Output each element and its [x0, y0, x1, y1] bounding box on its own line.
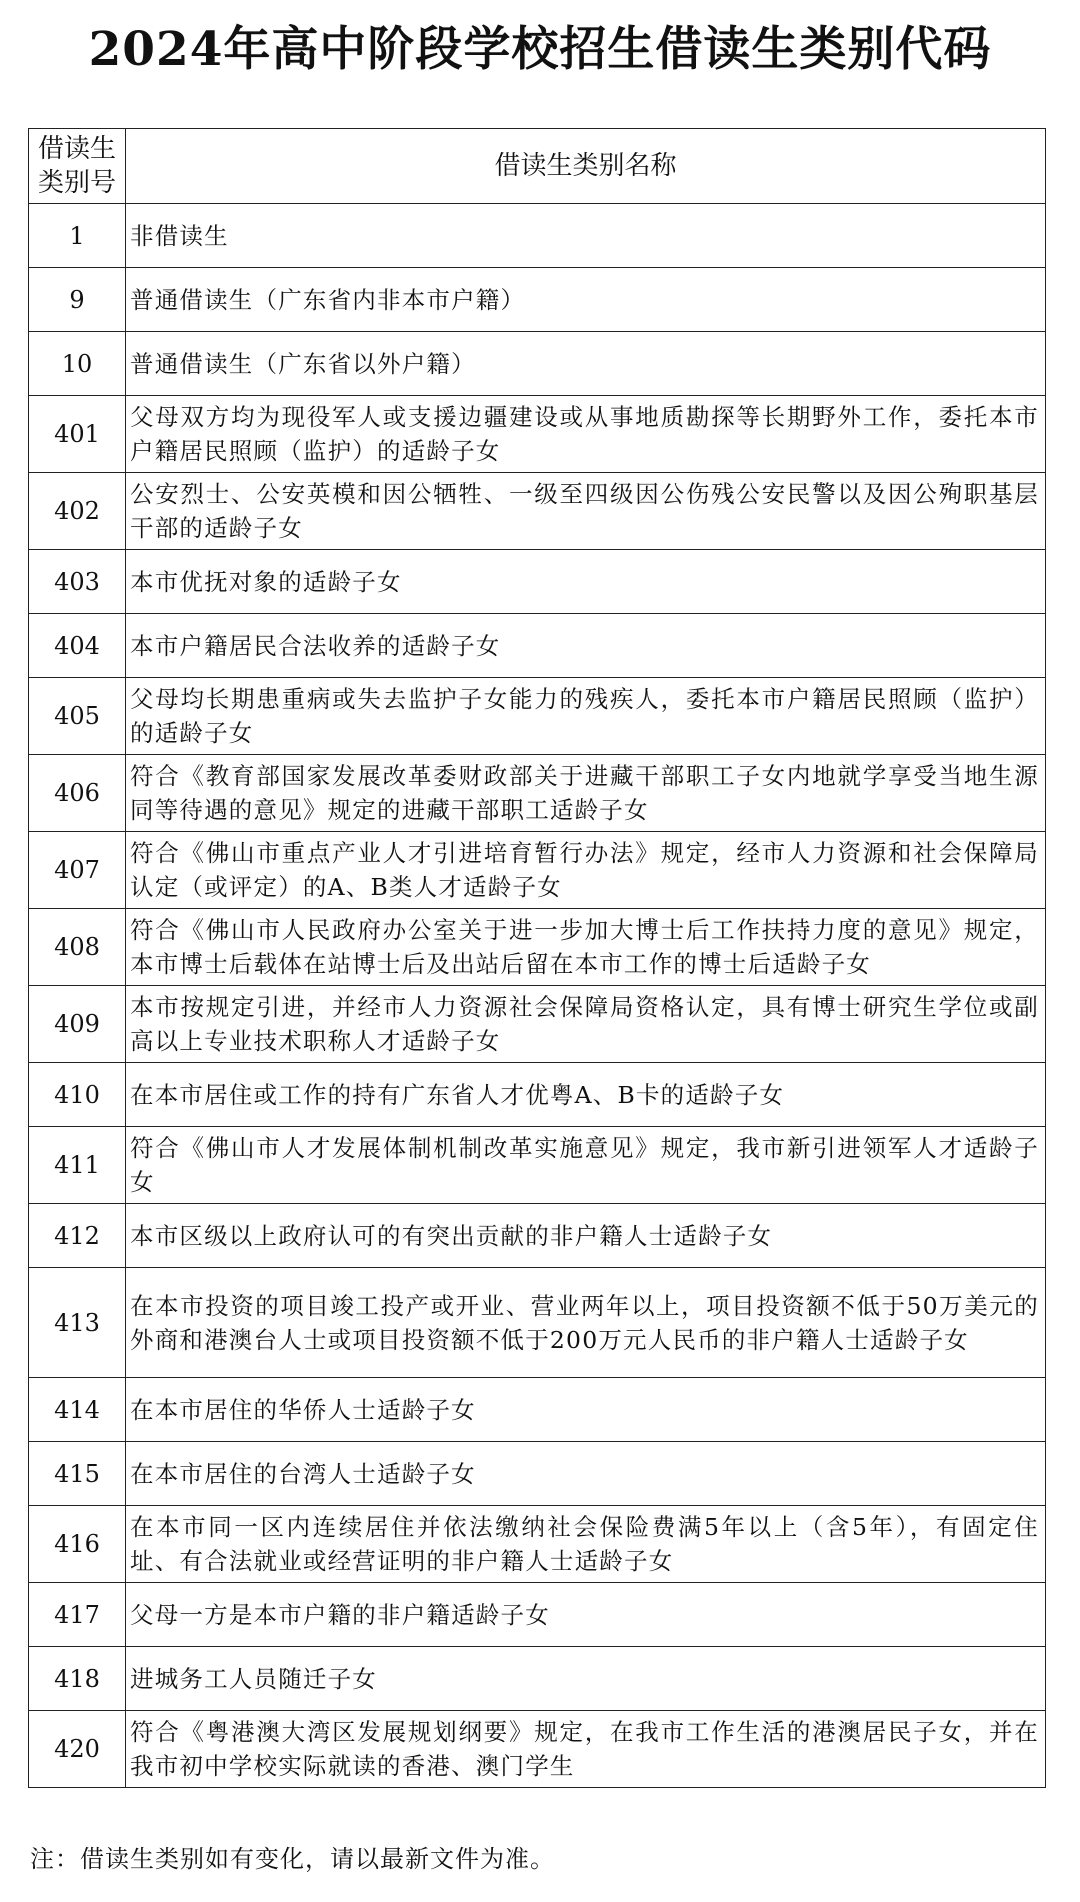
table-row [29, 1583, 1046, 1647]
category-name: 本市按规定引进，并经市人力资源社会保障局资格认定，具有博士研究生学位或副高以上专业技术职称人才适龄子女 [126, 986, 1046, 1063]
category-code: 420 [29, 1711, 126, 1788]
table-row [29, 1442, 1046, 1506]
header-category-code: 借读生类别号 [29, 129, 126, 204]
category-name: 本市区级以上政府认可的有突出贡献的非户籍人士适龄子女 [126, 1204, 1046, 1268]
category-code: 414 [29, 1378, 126, 1442]
category-name: 在本市同一区内连续居住并依法缴纳社会保险费满5年以上（含5年），有固定住址、有合法就业或经营证明的非户籍人士适龄子女 [126, 1506, 1046, 1583]
category-code: 405 [29, 678, 126, 755]
table-row [29, 614, 1046, 678]
category-code: 411 [29, 1127, 126, 1204]
category-name: 在本市居住或工作的持有广东省人才优粤A、B卡的适龄子女 [126, 1063, 1046, 1127]
table-row [29, 1063, 1046, 1127]
table-row [29, 755, 1046, 832]
category-code: 407 [29, 832, 126, 909]
category-name: 在本市投资的项目竣工投产或开业、营业两年以上，项目投资额不低于50万美元的外商和港澳台人士或项目投资额不低于200万元人民币的非户籍人士适龄子女 [126, 1268, 1046, 1378]
category-name: 本市户籍居民合法收养的适龄子女 [126, 614, 1046, 678]
table-row [29, 678, 1046, 755]
table-row [29, 1204, 1046, 1268]
category-name: 符合《佛山市人民政府办公室关于进一步加大博士后工作扶持力度的意见》规定，本市博士后载体在站博士后及出站后留在本市工作的博士后适龄子女 [126, 909, 1046, 986]
category-name: 进城务工人员随迁子女 [126, 1647, 1046, 1711]
table-row [29, 204, 1046, 268]
category-name: 非借读生 [126, 204, 1046, 268]
category-code: 413 [29, 1268, 126, 1378]
category-name: 父母均长期患重病或失去监护子女能力的残疾人，委托本市户籍居民照顾（监护）的适龄子女 [126, 678, 1046, 755]
category-name: 普通借读生（广东省以外户籍） [126, 332, 1046, 396]
category-name: 符合《教育部国家发展改革委财政部关于进藏干部职工子女内地就学享受当地生源同等待遇的意见》规定的进藏干部职工适龄子女 [126, 755, 1046, 832]
table-row [29, 1378, 1046, 1442]
table-row [29, 1127, 1046, 1204]
category-code: 404 [29, 614, 126, 678]
category-name: 普通借读生（广东省内非本市户籍） [126, 268, 1046, 332]
category-name: 父母双方均为现役军人或支援边疆建设或从事地质勘探等长期野外工作，委托本市户籍居民照顾（监护）的适龄子女 [126, 396, 1046, 473]
table-row [29, 268, 1046, 332]
header-category-name: 借读生类别名称 [126, 129, 1046, 204]
category-code: 401 [29, 396, 126, 473]
category-name: 符合《佛山市人才发展体制机制改革实施意见》规定，我市新引进领军人才适龄子女 [126, 1127, 1046, 1204]
table-row [29, 832, 1046, 909]
category-name: 在本市居住的台湾人士适龄子女 [126, 1442, 1046, 1506]
footnote: 注：借读生类别如有变化，请以最新文件为准。 [30, 1845, 555, 1873]
page-title: 2024年高中阶段学校招生借读生类别代码 [88, 22, 992, 77]
category-code: 403 [29, 550, 126, 614]
table-row [29, 909, 1046, 986]
category-code: 410 [29, 1063, 126, 1127]
category-code: 1 [29, 204, 126, 268]
table-row [29, 473, 1046, 550]
category-code: 408 [29, 909, 126, 986]
table-row [29, 1268, 1046, 1378]
table-row [29, 986, 1046, 1063]
table-row [29, 1647, 1046, 1711]
category-name: 公安烈士、公安英模和因公牺牲、一级至四级因公伤残公安民警以及因公殉职基层干部的适龄子女 [126, 473, 1046, 550]
table-row [29, 550, 1046, 614]
category-name: 本市优抚对象的适龄子女 [126, 550, 1046, 614]
category-code: 10 [29, 332, 126, 396]
category-name: 符合《佛山市重点产业人才引进培育暂行办法》规定，经市人力资源和社会保障局认定（或评定）的A、B类人才适龄子女 [126, 832, 1046, 909]
category-code: 9 [29, 268, 126, 332]
category-name: 符合《粤港澳大湾区发展规划纲要》规定，在我市工作生活的港澳居民子女，并在我市初中学校实际就读的香港、澳门学生 [126, 1711, 1046, 1788]
category-code: 409 [29, 986, 126, 1063]
category-code: 415 [29, 1442, 126, 1506]
category-code: 412 [29, 1204, 126, 1268]
table-row [29, 1711, 1046, 1788]
category-code: 417 [29, 1583, 126, 1647]
table-header-row [29, 129, 1046, 204]
category-code: 416 [29, 1506, 126, 1583]
category-code: 418 [29, 1647, 126, 1711]
category-name: 在本市居住的华侨人士适龄子女 [126, 1378, 1046, 1442]
table-row [29, 1506, 1046, 1583]
table-row [29, 396, 1046, 473]
category-code: 406 [29, 755, 126, 832]
category-code: 402 [29, 473, 126, 550]
table-row [29, 332, 1046, 396]
category-name: 父母一方是本市户籍的非户籍适龄子女 [126, 1583, 1046, 1647]
category-code-table [28, 128, 1046, 1788]
